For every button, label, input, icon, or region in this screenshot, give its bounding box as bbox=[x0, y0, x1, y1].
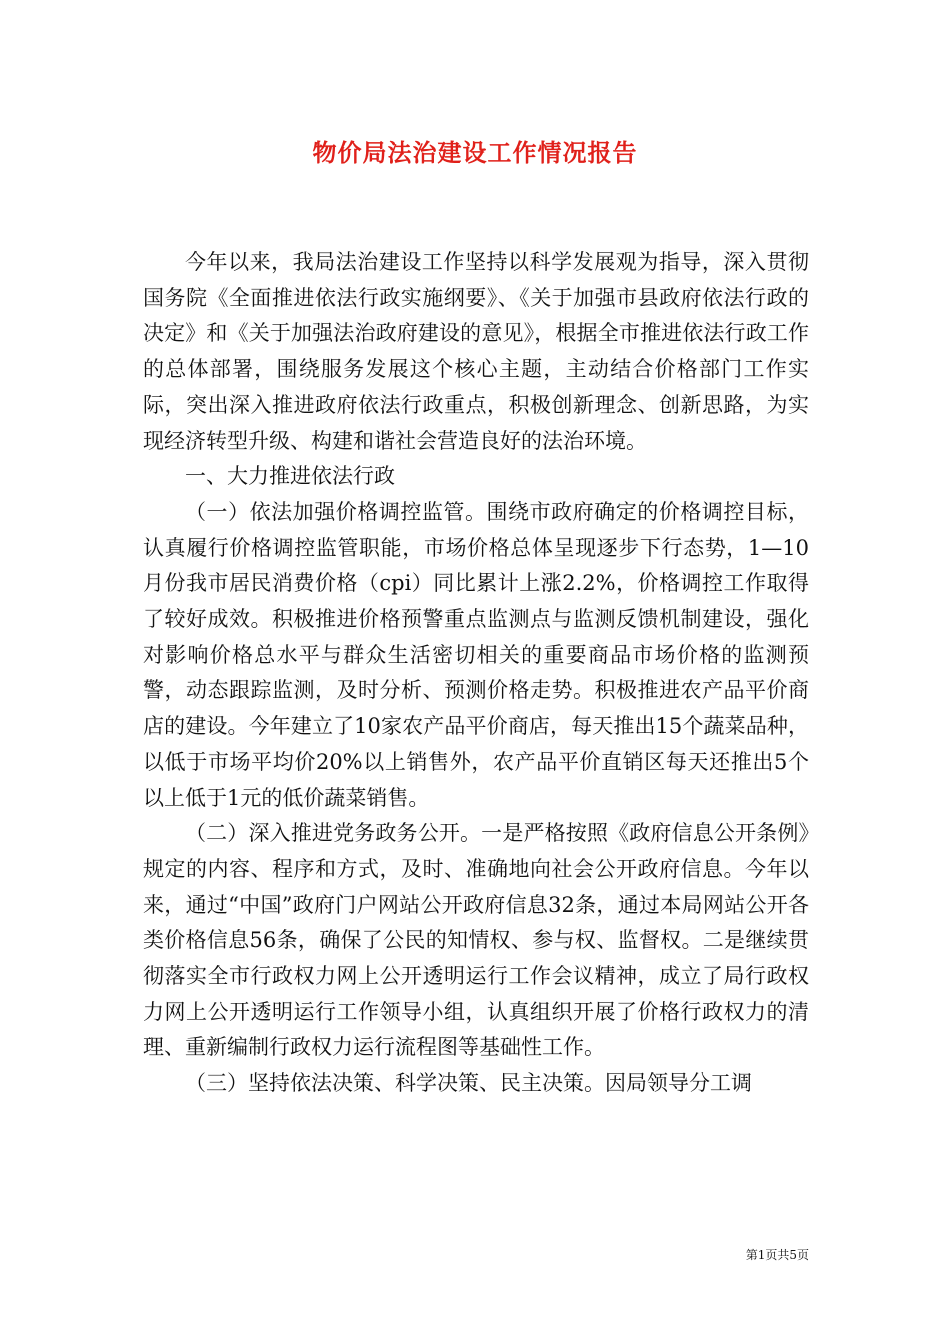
page-number: 第1页共5页 bbox=[745, 1248, 809, 1262]
section-heading: 一、大力推进依法行政 bbox=[185, 464, 395, 489]
paragraph-intro: 今年以来，我局法治建设工作坚持以科学发展观为指导，深入贯彻国务院《全面推进依法行政实施纲要》、《关于加强市县政府依法行政的决定》和《关于加强法治政府建设的意见》，根据全市推进依法行政工作的总体部署，围绕服务发展这个核心主题，主动结合价格部门工作实际，突出深入推进政府依法行政重点，积极创新理念、创新思路，为实现经济转型升级、构建和谐社会营造良好的法治环境。 bbox=[143, 250, 809, 453]
paragraph-decision-making: （三）坚持依法决策、科学决策、民主决策。因局领导分工调 bbox=[185, 1071, 752, 1096]
document-title: 物价局法治建设工作情况报告 bbox=[312, 138, 638, 167]
paragraph-affairs-disclosure: （二）深入推进党务政务公开。一是严格按照《政府信息公开条例》规定的内容、程序和方式，及时、准确地向社会公开政府信息。今年以来，通过“中国”政府门户网站公开政府信息32条，通过本局网站公开各类价格信息56条，确保了公民的知情权、参与权、监督权。二是继续贯彻落实全市行政权力网上公开透明运行工作会议精神，成立了局行政权力网上公开透明运行工作领导小组，认真组织开展了价格行政权力的清理、重新编制行政权力运行流程图等基础性工作。 bbox=[143, 821, 809, 1060]
paragraph-price-control: （一）依法加强价格调控监管。围绕市政府确定的价格调控目标，认真履行价格调控监管职能，市场价格总体呈现逐步下行态势，1—10月份我市居民消费价格（cpi）同比累计上涨2.2%，价格调控工作取得了较好成效。积极推进价格预警重点监测点与监测反馈机制建设，强化对影响价格总水平与群众生活密切相关的重要商品市场价格的监测预警，动态跟踪监测，及时分析、预测价格走势。积极推进农产品平价商店的建设。今年建立了10家农产品平价商店，每天推出15个蔬菜品种，以低于市场平均价20%以上销售外，农产品平价直销区每天还推出5个以上低于1元的低价蔬菜销售。 bbox=[143, 499, 809, 810]
document-body bbox=[143, 245, 809, 1102]
